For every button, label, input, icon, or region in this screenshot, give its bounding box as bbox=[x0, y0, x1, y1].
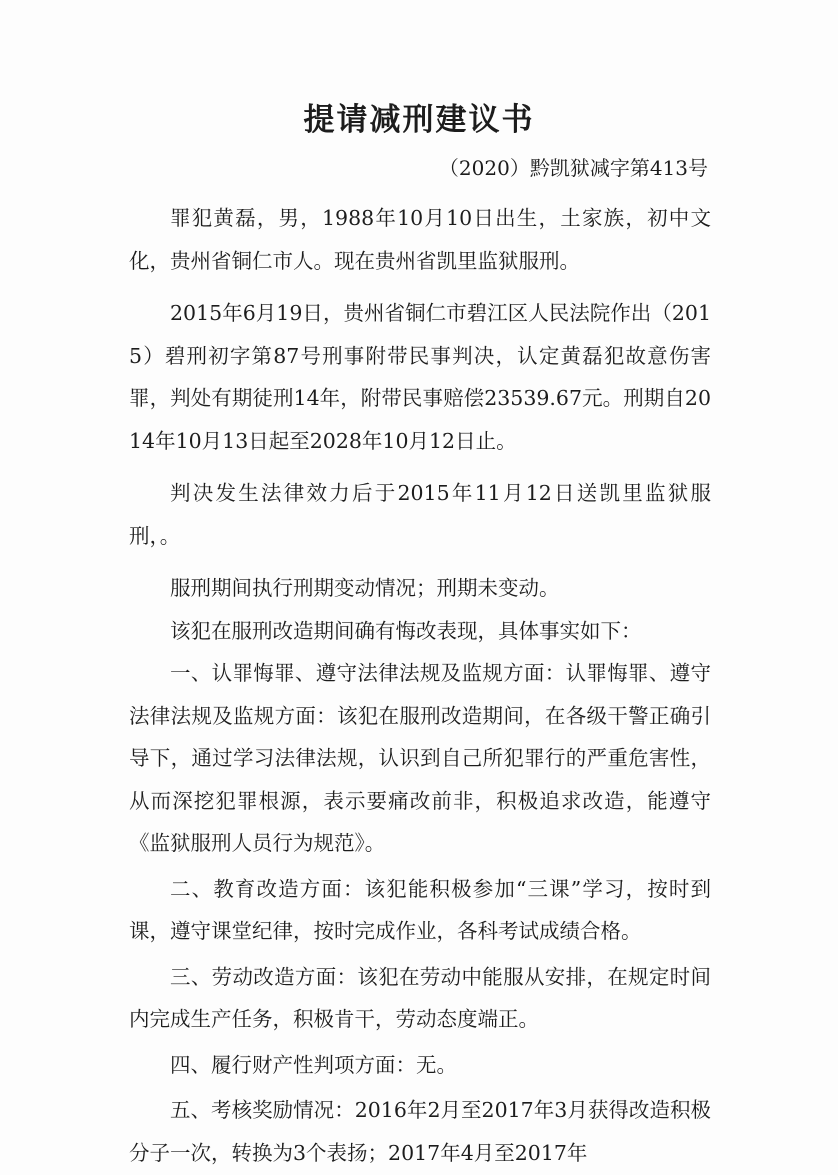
paragraph-section-five: 五、考核奖励情况：2016年2月至2017年3月获得改造积极分子一次，转换为3个表扬；2017年4月至2017年 bbox=[129, 1098, 711, 1165]
document-title: 提请减刑建议书 bbox=[303, 102, 535, 138]
paragraph-section-one: 一、认罪悔罪、遵守法律法规及监规方面：认罪悔罪、遵守法律法规及监规方面：该犯在服刑改造期间，在各级干警正确引导下，通过学习法律法规，认识到自己所犯罪行的严重危害性，从而深挖犯罪根源，表示要痛改前非，积极追求改造，能遵守《监狱服刑人员行为规范》。 bbox=[129, 661, 711, 855]
paragraph-sentence-changes: 服刑期间执行刑期变动情况；刑期未变动。 bbox=[170, 576, 560, 600]
paragraph-section-two: 二、教育改造方面：该犯能积极参加“三课”学习，按时到课，遵守课堂纪律，按时完成作业，各科考试成绩合格。 bbox=[129, 876, 711, 943]
paragraph-criminal-info: 罪犯黄磊，男，1988年10月10日出生，土家族，初中文化，贵州省铜仁市人。现在贵州省凯里监狱服刑。 bbox=[129, 206, 711, 273]
document-body bbox=[129, 197, 711, 1174]
paragraph-prison-transfer: 判决发生法律效力后于2015年11月12日送凯里监狱服刑，。 bbox=[129, 481, 711, 548]
paragraph-judgment: 2015年6月19日，贵州省铜仁市碧江区人民法院作出（2015）碧刑初字第87号刑事附带民事判决，认定黄磊犯故意伤害罪，判处有期徒刑14年，附带民事赔偿23539.67元。刑期自2014年10月13日起至2028年10月12日止。 bbox=[129, 301, 711, 453]
paragraph-repentance-intro: 该犯在服刑改造期间确有悔改表现，具体事实如下： bbox=[170, 618, 642, 643]
document-number: （2020）黔凯狱减字第413号 bbox=[438, 156, 708, 180]
paragraph-section-four: 四、履行财产性判项方面：无。 bbox=[170, 1052, 457, 1077]
paragraph-section-three: 三、劳动改造方面：该犯在劳动中能服从安排，在规定时间内完成生产任务，积极肯干，劳动态度端正。 bbox=[129, 964, 711, 1031]
